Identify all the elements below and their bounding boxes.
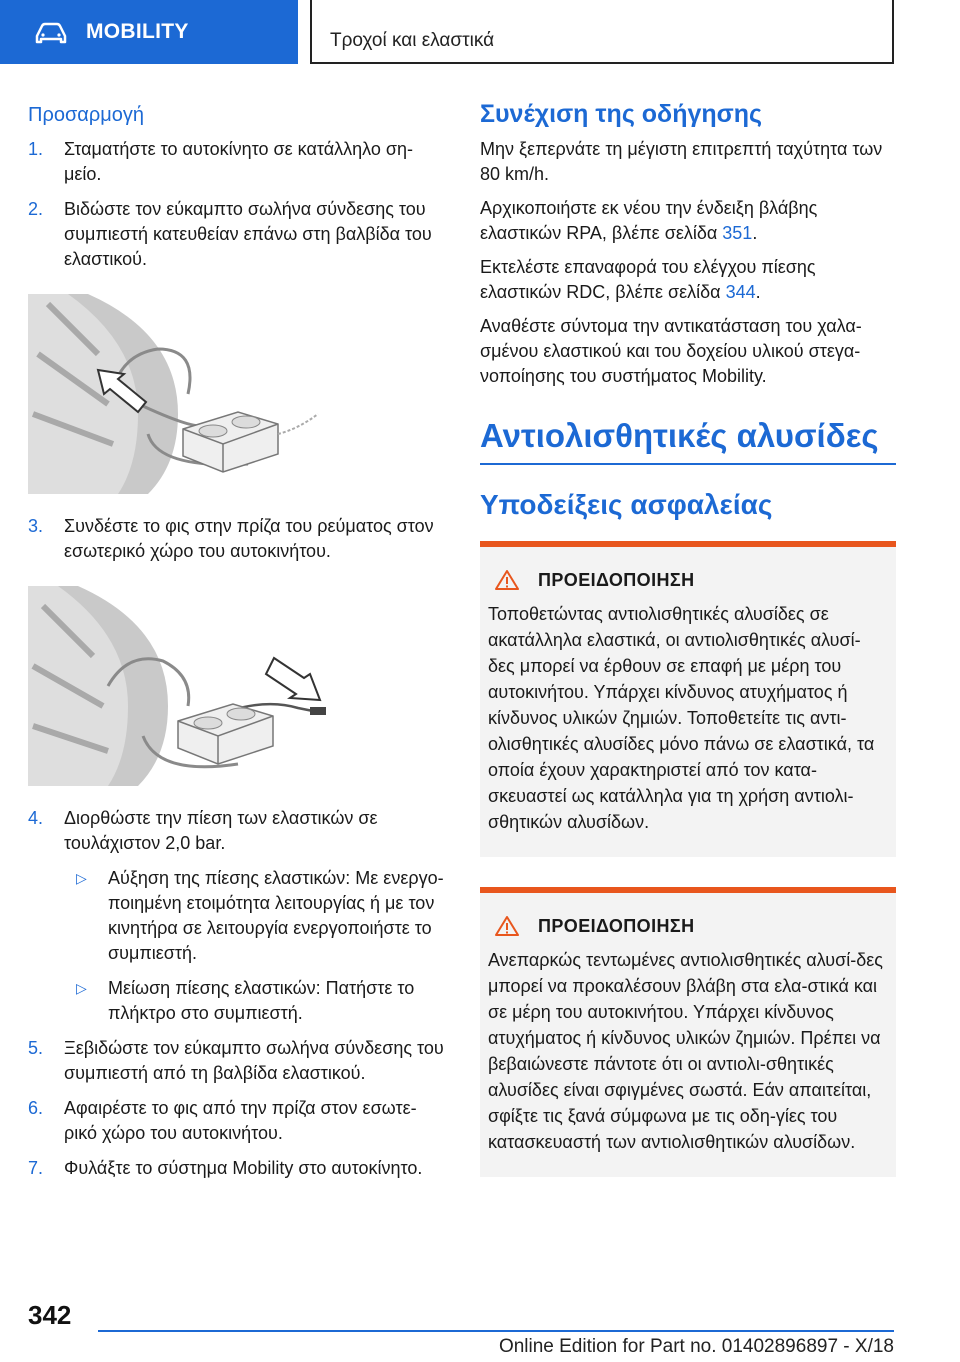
triangle-right-icon: ▷ <box>76 980 87 996</box>
illustration-plug-in-socket <box>28 586 328 786</box>
step-text: Φυλάξτε το σύστημα Mobility στο αυτοκίνητο. <box>64 1158 423 1178</box>
warning-box <box>480 887 896 1177</box>
step-item <box>28 1096 448 1146</box>
period: . <box>752 223 758 243</box>
warning-text: Ανεπαρκώς τεντωμένες αντιολισθητικές αλυσί-δες μπορεί να προκαλέσουν βλάβη στα ελα-στικά και σε μέρη του αυτοκινήτου. Υπάρχει κίνδυνος ατυχήματος ή κίνδυνος υλικών ζημιών. Πρέπει να βεβαιώνεστε πάντοτε ότι οι αντιολι-σθητικές αλυσίδες είναι σφιγμένες σωστά. Εάν απαιτείται, σφίξτε τις ξανά σύμφωνα με τις οδη-γίες του κατασκευαστή των αντιολισθητικών αλυσίδων. <box>488 950 883 1152</box>
illustration-hose-on-valve <box>28 294 328 494</box>
substep-item <box>28 866 448 966</box>
right-column <box>480 100 896 1207</box>
period: . <box>755 282 761 302</box>
subheading-adjustment: Προσαρμογή <box>28 104 144 126</box>
step-text: Αφαιρέστε το φις από την πρίζα στον εσωτε-ρικό χώρο του αυτοκινήτου. <box>64 1098 417 1143</box>
warning-triangle-icon <box>494 569 520 591</box>
paragraph-replacement: Αναθέστε σύντομα την αντικατάσταση του χαλα-σμένου ελαστικού και του δοχείου υλικού στεγα-νοποίησης του συστήματος Mobility. <box>480 316 862 386</box>
step-number: 1. <box>28 139 44 159</box>
footer-divider <box>98 1330 894 1332</box>
step-text: Σταματήστε το αυτοκίνητο σε κατάλληλο ση-μείο. <box>64 139 413 184</box>
paragraph-speed-limit: Μην ξεπερνάτε τη μέγιστη επιτρεπτή ταχύτητα των 80 km/h. <box>480 139 883 184</box>
heading-continue-driving: Συνέχιση της οδήγησης <box>480 100 763 128</box>
page-number: 342 <box>28 1300 72 1330</box>
warning-box <box>480 541 896 857</box>
warning-header <box>488 915 884 937</box>
chapter-title-box <box>310 0 894 64</box>
warning-label: ΠΡΟΕΙΔΟΠΟΙΗΣΗ <box>538 569 695 590</box>
step-number: 5. <box>28 1038 44 1058</box>
warning-triangle-icon <box>494 915 520 937</box>
section-tab-mobility[interactable] <box>0 0 298 64</box>
edition-info: Online Edition for Part no. 01402896897 - X/18 <box>498 1336 894 1357</box>
paragraph-rpa <box>480 196 896 246</box>
section-label: MOBILITY <box>86 20 189 43</box>
car-icon <box>34 22 68 44</box>
step-number: 6. <box>28 1098 44 1118</box>
paragraph-text: Εκτελέστε επαναφορά του ελέγχου πίεσης ελαστικών RDC, βλέπε σελίδα <box>480 257 816 302</box>
substep-item <box>28 976 448 1026</box>
step-text: Βιδώστε τον εύκαμπτο σωλήνα σύνδεσης του συμπιεστή κατευθείαν επάνω στη βαλβίδα του ελαστικού. <box>64 199 432 269</box>
substep-text: Μείωση πίεσης ελαστικών: Πατήστε το πλήκτρο στο συμπιεστή. <box>108 978 415 1023</box>
left-column <box>28 100 448 1191</box>
warning-header <box>488 569 884 591</box>
step-number: 7. <box>28 1158 44 1178</box>
heading-snow-chains: Αντιολισθητικές αλυσίδες <box>480 417 896 465</box>
step-item <box>28 137 448 187</box>
step-text: Συνδέστε το φις στην πρίζα του ρεύματος στον εσωτερικό χώρο του αυτοκινήτου. <box>64 516 434 561</box>
step-number: 4. <box>28 808 44 828</box>
step-text: Διορθώστε την πίεση των ελαστικών σε τουλάχιστον 2,0 bar. <box>64 808 378 853</box>
step-item <box>28 1036 448 1086</box>
warning-text: Τοποθετώντας αντιολισθητικές αλυσίδες σε ακατάλληλα ελαστικά, οι αντιολισθητικές αλυσί-δες μπορεί να έρθουν σε επαφή με μέρη του αυτοκινήτου. Υπάρχει κίνδυνος ατυχήματος ή κίνδυνος υλικών ζημιών. Τοποθετείτε τις αντι-ολισθητικές αλυσίδες μόνο πάνω σε ελαστικά, τα οποία έχουν χαρακτηριστεί από τον κατα-σκευαστεί ως κατάλληλα για τη χρήση αντιολι-σθητικών αλυσίδων. <box>488 604 875 832</box>
page-reference-link[interactable]: 344 <box>725 282 756 302</box>
substep-text: Αύξηση της πίεσης ελαστικών: Με ενεργο-ποιημένη ετοιμότητα λειτουργίας ή με τον κινητήρα σε λειτουργία ενεργοποιήστε το συμπιεστή. <box>108 868 444 963</box>
step-item <box>28 806 448 856</box>
step-number: 3. <box>28 516 44 536</box>
paragraph-text: Αρχικοποιήστε εκ νέου την ένδειξη βλάβης ελαστικών RPA, βλέπε σελίδα <box>480 198 818 243</box>
heading-safety-notes: Υποδείξεις ασφαλείας <box>480 489 773 520</box>
step-number: 2. <box>28 199 44 219</box>
paragraph-rdc <box>480 255 896 305</box>
step-item <box>28 514 448 564</box>
step-item <box>28 197 448 272</box>
page-reference-link[interactable]: 351 <box>722 223 753 243</box>
triangle-right-icon: ▷ <box>76 870 87 886</box>
warning-label: ΠΡΟΕΙΔΟΠΟΙΗΣΗ <box>538 915 695 936</box>
step-text: Ξεβιδώστε τον εύκαμπτο σωλήνα σύνδεσης του συμπιεστή από τη βαλβίδα ελαστικού. <box>64 1038 444 1083</box>
chapter-title: Τροχοί και ελαστικά <box>330 30 495 51</box>
step-item <box>28 1156 448 1181</box>
